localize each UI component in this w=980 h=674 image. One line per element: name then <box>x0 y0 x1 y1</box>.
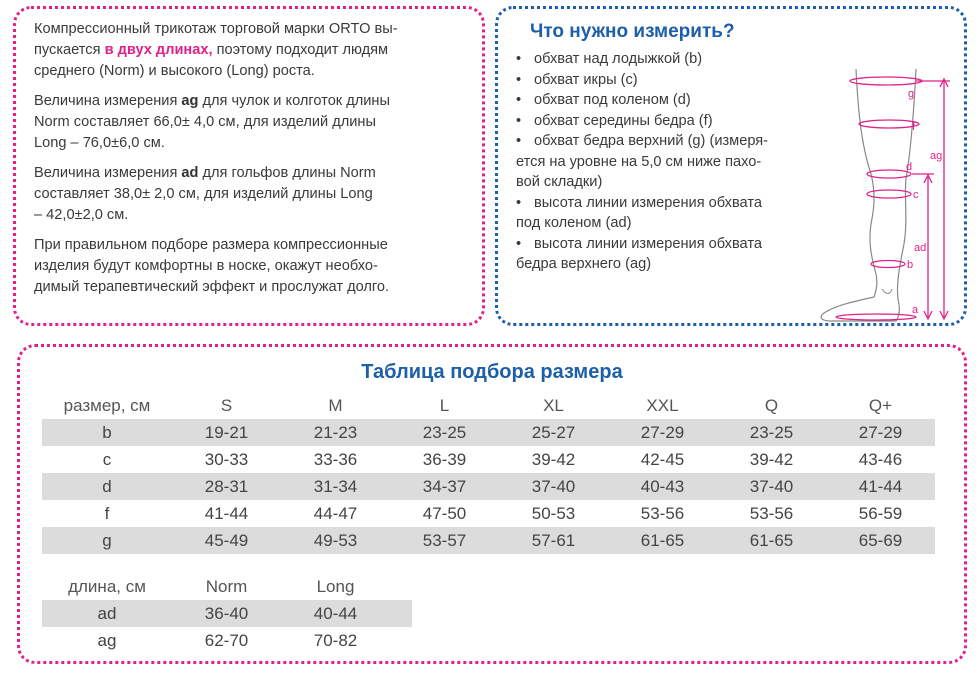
table-cell: 53-56 <box>640 503 685 523</box>
table-cell: d <box>102 476 112 496</box>
table-cell: b <box>102 422 112 442</box>
table-cell: g <box>102 530 112 550</box>
table-cell: 23-25 <box>422 422 467 442</box>
measure-title: Что нужно измерить? <box>530 21 735 42</box>
measure-item-cont <box>516 254 821 275</box>
measure-item <box>516 131 821 152</box>
bullet-icon: • <box>516 92 522 108</box>
table-cell: 49-53 <box>313 530 358 550</box>
measure-item-text: бедра верхнего (ag) <box>516 256 652 272</box>
label-ad: ad <box>914 242 927 254</box>
table-cell: 31-34 <box>313 476 358 496</box>
table-cell: ag <box>97 630 117 650</box>
measure-item-cont <box>516 213 821 234</box>
table-cell: 45-49 <box>204 530 249 550</box>
intro-paragraph-4 <box>34 235 466 298</box>
measure-item <box>516 70 821 91</box>
bullet-icon: • <box>516 51 522 67</box>
measure-item-text: ется на уровне на 5,0 см ниже пахо- <box>516 153 762 170</box>
table-cell: 27-29 <box>858 422 903 442</box>
table-cell: 41-44 <box>858 476 903 496</box>
table-cell: 47-50 <box>422 503 467 523</box>
table-cell: 28-31 <box>204 476 249 496</box>
measure-item-cont <box>516 152 821 173</box>
size-table-row <box>42 500 935 527</box>
table-cell: 56-59 <box>858 503 903 523</box>
intro-panel <box>13 6 485 326</box>
intro-text: Norm составляет 66,0± 4,0 см, для изделий длины <box>34 114 376 130</box>
label-f: f <box>912 121 916 133</box>
measure-item-text: обхват под коленом (d) <box>534 92 691 108</box>
table-header-cell: длина, см <box>68 576 146 596</box>
table-cell: 53-57 <box>422 530 467 550</box>
bullet-icon: • <box>516 194 522 211</box>
bullet-icon: • <box>516 133 522 149</box>
table-cell: 25-27 <box>531 422 576 442</box>
intro-text: пускается <box>34 42 105 58</box>
label-c: c <box>913 189 919 201</box>
table-cell: 23-25 <box>749 422 794 442</box>
measure-item <box>516 90 821 111</box>
table-cell: 42-45 <box>640 449 685 469</box>
intro-text: Компрессионный трикотаж торговой марки ORTO вы- <box>34 21 398 37</box>
table-cell: 21-23 <box>313 422 358 442</box>
intro-text: Величина измерения <box>34 165 182 181</box>
measure-item <box>516 234 821 255</box>
table-cell: ad <box>97 603 117 623</box>
size-table-panel <box>17 344 967 664</box>
table-cell: f <box>104 503 110 523</box>
size-table-row <box>42 446 935 473</box>
measure-item <box>516 49 821 70</box>
table-cell: 30-33 <box>204 449 249 469</box>
label-a: a <box>912 304 919 316</box>
measure-item-text: обхват над лодыжкой (b) <box>534 51 703 67</box>
measure-item-text: обхват икры (c) <box>534 71 638 88</box>
measure-item <box>516 111 821 132</box>
intro-text: изделия будут комфортны в носке, окажут необхо- <box>34 258 378 274</box>
table-cell: 61-65 <box>640 530 685 550</box>
intro-highlight: в двух длинах, <box>104 42 213 58</box>
intro-text: для гольфов длины Norm <box>198 165 376 181</box>
table-header-cell: Long <box>316 576 355 596</box>
intro-text: Величина измерения <box>34 93 182 109</box>
label-g: g <box>908 88 915 100</box>
intro-paragraph-3 <box>34 163 466 226</box>
intro-text: поэтому подходит людям <box>212 42 389 58</box>
intro-text: – 42,0±2,0 см. <box>34 207 129 223</box>
intro-paragraph-1 <box>34 19 466 82</box>
table-cell: 39-42 <box>531 449 576 469</box>
size-table-row <box>42 527 935 554</box>
table-cell: 40-43 <box>640 476 685 496</box>
label-b: b <box>907 259 914 271</box>
table-cell: 36-40 <box>204 603 249 623</box>
label-d: d <box>906 161 913 173</box>
size-table-row <box>42 419 935 446</box>
table-cell: 34-37 <box>422 476 467 496</box>
table-cell: 37-40 <box>749 476 794 496</box>
table-cell: 50-53 <box>531 503 576 523</box>
intro-text: для чулок и колготок длины <box>198 93 390 109</box>
measure-item-text: обхват бедра верхний (g) (измеря- <box>534 133 769 149</box>
table-cell: 27-29 <box>640 422 685 442</box>
table-header-cell: Q+ <box>868 395 893 415</box>
table-cell: 43-46 <box>858 449 903 469</box>
intro-paragraph-2 <box>34 91 466 154</box>
length-table-row <box>42 600 412 627</box>
intro-bold-term: ag <box>181 93 199 109</box>
table-cell: 62-70 <box>204 630 249 650</box>
table-header-cell: Q <box>764 395 779 415</box>
table-header-cell: S <box>220 395 233 415</box>
table-header-cell: XL <box>543 395 564 415</box>
length-table-header <box>42 573 412 600</box>
table-cell: 40-44 <box>313 603 358 623</box>
table-cell: 57-61 <box>531 530 576 550</box>
measure-item-cont <box>516 172 821 193</box>
measure-item-text: высота линии измерения обхвата <box>534 235 762 252</box>
table-cell: 65-69 <box>858 530 903 550</box>
intro-text: димый терапевтический эффект и прослужат долго. <box>34 279 390 295</box>
size-table-header <box>42 392 935 419</box>
measure-item-text: высота линии измерения обхвата <box>534 194 762 211</box>
table-cell: 39-42 <box>749 449 794 469</box>
table-header-cell: размер, см <box>63 395 151 415</box>
size-table-row <box>42 473 935 500</box>
bullet-icon: • <box>516 71 522 88</box>
leg-diagram <box>816 69 956 329</box>
intro-text: Long – 76,0±6,0 см. <box>34 135 165 151</box>
measure-item <box>516 193 821 214</box>
table-cell: 70-82 <box>313 630 358 650</box>
length-table-row <box>42 627 412 654</box>
table-header-cell: L <box>439 395 450 415</box>
label-ag: ag <box>930 150 943 162</box>
measure-item-text: вой складки) <box>516 174 603 190</box>
bullet-icon: • <box>516 235 522 252</box>
table-cell: 19-21 <box>204 422 249 442</box>
table-cell: 41-44 <box>204 503 249 523</box>
measure-list <box>516 49 821 275</box>
measure-item-text: под коленом (ad) <box>516 215 632 231</box>
table-cell: 61-65 <box>749 530 794 550</box>
intro-bold-term: ad <box>181 165 199 181</box>
measure-item-text: обхват середины бедра (f) <box>534 112 713 129</box>
intro-text: При правильном подборе размера компрессионные <box>34 237 388 253</box>
table-title: Таблица подбора размера <box>361 361 623 383</box>
table-cell: 33-36 <box>313 449 358 469</box>
bullet-icon: • <box>516 112 522 129</box>
table-cell: 36-39 <box>422 449 467 469</box>
table-cell: 37-40 <box>531 476 576 496</box>
table-cell: 44-47 <box>313 503 358 523</box>
table-header-cell: M <box>328 395 343 415</box>
intro-text: составляет 38,0± 2,0 см, для изделий длины Long <box>34 186 373 202</box>
intro-text: среднего (Norm) и высокого (Long) роста. <box>34 63 315 79</box>
table-cell: c <box>102 449 112 469</box>
table-header-cell: XXL <box>646 395 679 415</box>
table-header-cell: Norm <box>205 576 248 596</box>
table-cell: 53-56 <box>749 503 794 523</box>
measure-panel <box>495 6 967 326</box>
